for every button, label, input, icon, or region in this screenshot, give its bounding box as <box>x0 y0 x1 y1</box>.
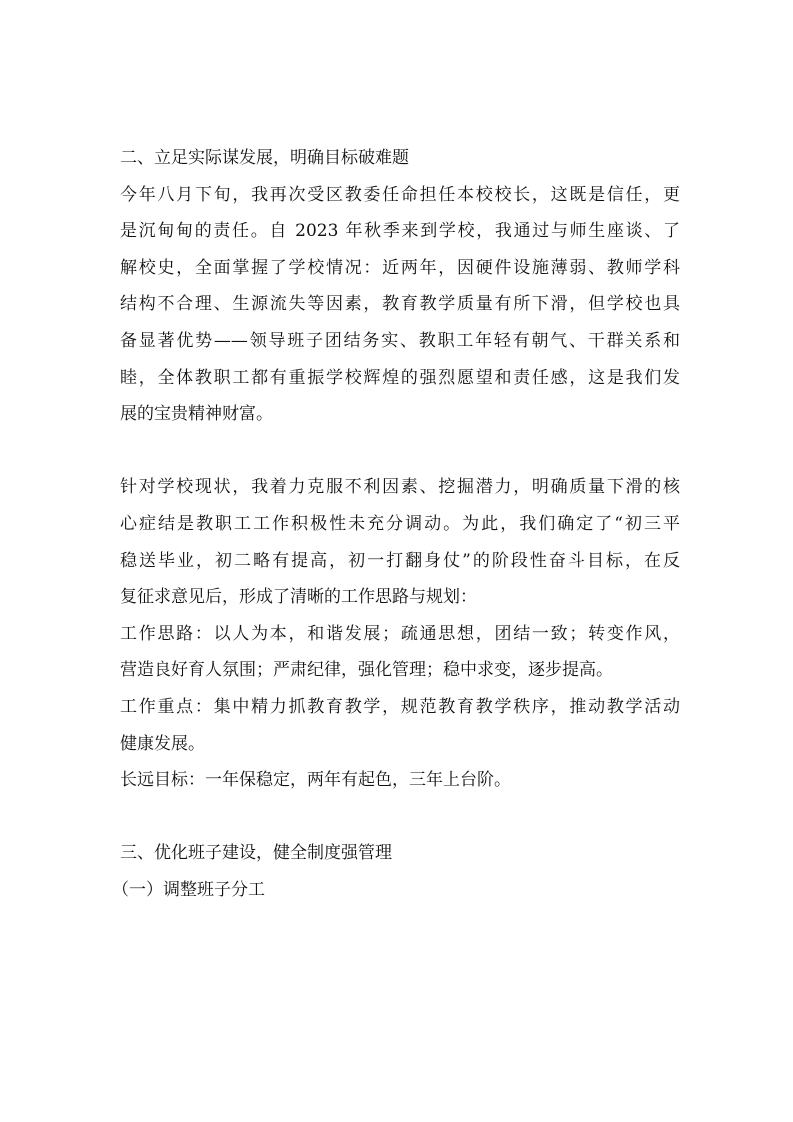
paragraph-line: 睦，全体教职工都有重振学校辉煌的强烈愿望和责任感，这是我们发 <box>120 367 680 388</box>
paragraph-line: 工作思路：以人为本，和谐发展；疏通思想，团结一致；转变作风， <box>120 623 680 644</box>
section-heading-3: 三、优化班子建设，健全制度强管理 <box>120 843 392 864</box>
paragraph-long-term-goal: 长远目标：一年保稳定，两年有起色，三年上台阶。 <box>120 770 511 791</box>
blank-line <box>120 433 680 470</box>
paragraph-line: 解校史，全面掌握了学校情况：近两年，因硬件设施薄弱、教师学科 <box>120 257 680 278</box>
paragraph-goals-intro <box>120 469 680 615</box>
paragraph-line: 稳送毕业，初二略有提高，初一打翻身仗”的阶段性奋斗目标，在反 <box>120 550 680 571</box>
paragraph-current-situation <box>120 177 680 433</box>
paragraph-line: 针对学校现状，我着力克服不利因素、挖掘潜力，明确质量下滑的核 <box>120 477 680 498</box>
paragraph-line: 营造良好育人氛围；严肃纪律，强化管理；稳中求变，逐步提高。 <box>120 660 613 681</box>
blank-line <box>120 799 680 836</box>
paragraph-line: 健康发展。 <box>120 733 205 754</box>
subsection-heading: （一）调整班子分工 <box>112 879 265 900</box>
paragraph-line: 结构不合理、生源流失等因素，教育教学质量有所下滑，但学校也具 <box>120 294 680 315</box>
paragraph-work-focus <box>120 689 680 762</box>
document-body <box>112 140 680 908</box>
paragraph-line: 复征求意见后，形成了清晰的工作思路与规划： <box>120 587 477 608</box>
paragraph-line: 心症结是教职工工作积极性未充分调动。为此，我们确定了“初三平 <box>120 513 680 534</box>
paragraph-line: 展的宝贵精神财富。 <box>120 404 273 425</box>
paragraph-line: 备显著优势——领导班子团结务实、教职工年轻有朝气、干群关系和 <box>120 330 680 351</box>
paragraph-line: 是沉甸甸的责任。自 2023 年秋季来到学校，我通过与师生座谈、了 <box>120 221 680 242</box>
paragraph-work-thinking <box>120 616 680 689</box>
paragraph-line: 今年八月下旬，我再次受区教委任命担任本校校长，这既是信任，更 <box>120 184 680 205</box>
paragraph-line: 工作重点：集中精力抓教育教学，规范教育教学秩序，推动教学活动 <box>120 696 680 717</box>
section-heading-2: 二、立足实际谋发展，明确目标破难题 <box>120 148 409 168</box>
